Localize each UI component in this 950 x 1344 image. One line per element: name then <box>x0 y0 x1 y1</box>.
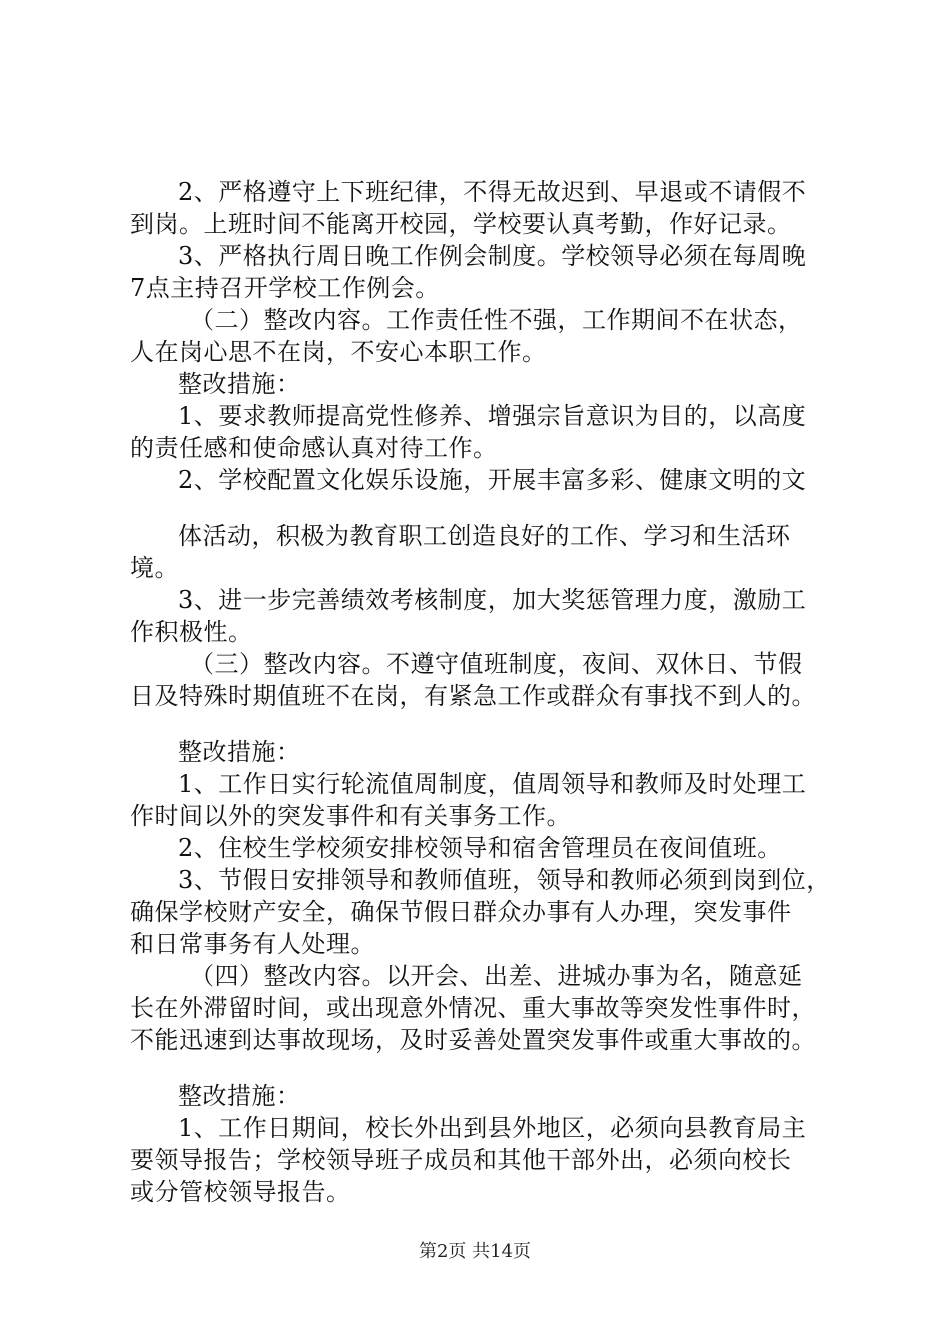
paragraph-line: 的责任感和使命感认真对待工作。 <box>130 434 498 462</box>
paragraph-line: 到岗。上班时间不能离开校园，学校要认真考勤，作好记录。 <box>130 210 792 238</box>
paragraph-line: 要领导报告；学校领导班子成员和其他干部外出，必须向校长 <box>130 1146 792 1174</box>
paragraph-line: 7点主持召开学校工作例会。 <box>130 274 440 302</box>
section-heading-line: （四）整改内容。以开会、出差、进城办事为名，随意延 <box>190 962 803 990</box>
section-heading-line: （二）整改内容。工作责任性不强，工作期间不在状态， <box>190 306 803 334</box>
paragraph-line: 境。 <box>130 554 179 582</box>
paragraph-line: 和日常事务有人处理。 <box>130 930 375 958</box>
paragraph-line: 人在岗心思不在岗，不安心本职工作。 <box>130 338 547 366</box>
paragraph-line: 2、严格遵守上下班纪律，不得无故迟到、早退或不请假不 <box>178 178 807 206</box>
paragraph-line: 3、进一步完善绩效考核制度，加大奖惩管理力度，激励工 <box>178 586 807 614</box>
measures-heading: 整改措施： <box>178 370 301 398</box>
paragraph-line: 1、工作日期间，校长外出到县外地区，必须向县教育局主 <box>178 1114 807 1142</box>
measures-heading: 整改措施： <box>178 738 301 766</box>
paragraph-line: 确保学校财产安全，确保节假日群众办事有人办理，突发事件 <box>130 898 792 926</box>
paragraph-line: 日及特殊时期值班不在岗，有紧急工作或群众有事找不到人的。 <box>130 682 816 710</box>
measures-heading: 整改措施： <box>178 1082 301 1110</box>
paragraph-line: 3、节假日安排领导和教师值班，领导和教师必须到岗到位， <box>178 866 831 894</box>
paragraph-line: 2、住校生学校须安排校领导和宿舍管理员在夜间值班。 <box>178 834 782 862</box>
paragraph-line: 不能迅速到达事故现场，及时妥善处置突发事件或重大事故的。 <box>130 1026 816 1054</box>
paragraph-line: 2、学校配置文化娱乐设施，开展丰富多彩、健康文明的文 <box>178 466 807 494</box>
paragraph-line: 体活动，积极为教育职工创造良好的工作、学习和生活环 <box>178 522 791 550</box>
paragraph-line: 长在外滞留时间，或出现意外情况、重大事故等突发性事件时， <box>130 994 816 1022</box>
paragraph-line: 1、工作日实行轮流值周制度，值周领导和教师及时处理工 <box>178 770 807 798</box>
page-number-footer: 第2页 共14页 <box>418 1241 532 1262</box>
paragraph-line: 1、要求教师提高党性修养、增强宗旨意识为目的，以高度 <box>178 402 807 430</box>
section-heading-line: （三）整改内容。不遵守值班制度，夜间、双休日、节假 <box>190 650 803 678</box>
paragraph-line: 3、严格执行周日晚工作例会制度。学校领导必须在每周晚 <box>178 242 807 270</box>
paragraph-line: 作时间以外的突发事件和有关事务工作。 <box>130 802 571 830</box>
paragraph-line: 作积极性。 <box>130 618 253 646</box>
paragraph-line: 或分管校领导报告。 <box>130 1178 351 1206</box>
